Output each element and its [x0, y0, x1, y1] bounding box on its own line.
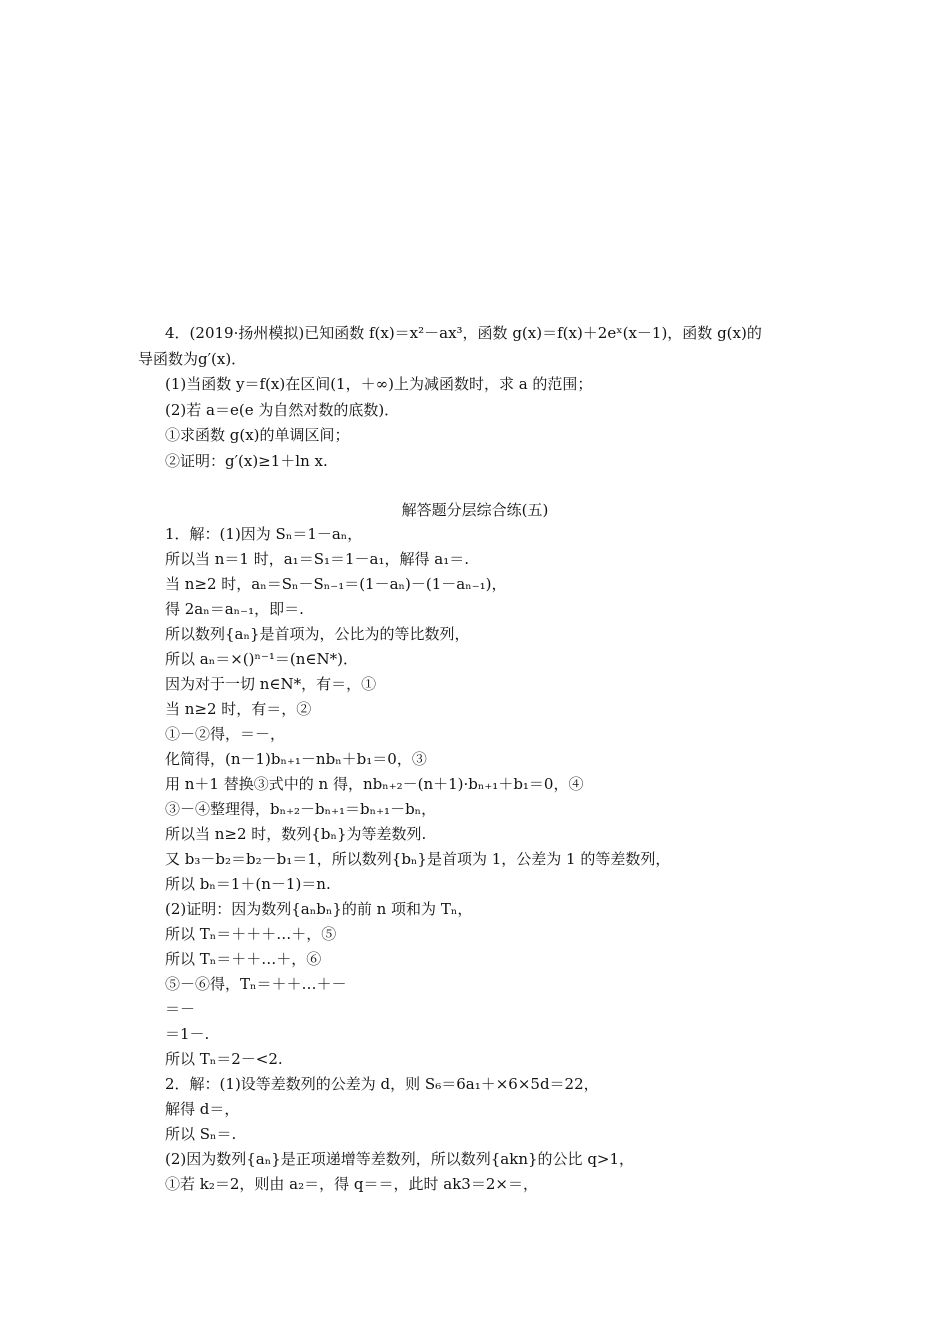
solution-line: ＝－: [165, 1000, 196, 1018]
solution-line: (2)证明：因为数列{aₙbₙ}的前 n 项和为 Tₙ，: [165, 900, 473, 918]
solution-line: 得 2aₙ＝aₙ₋₁，即＝.: [165, 600, 304, 618]
problem-line: 4．(2019·扬州模拟)已知函数 f(x)＝x²－ax³，函数 g(x)＝f(x)＋2eˣ(x－1)，函数 g(x)的: [165, 324, 762, 342]
solution-line: 所以 Sₙ＝.: [165, 1125, 237, 1143]
problem-line: ①求函数 g(x)的单调区间；: [165, 426, 350, 444]
problem-line: (1)当函数 y＝f(x)在区间(1，＋∞)上为减函数时，求 a 的范围；: [165, 375, 593, 393]
problem-line: 导函数为g′(x)．: [138, 350, 247, 368]
solution-line: 因为对于一切 n∈N*，有＝，①: [165, 675, 377, 693]
solution-line: 所以 bₙ＝1＋(n－1)＝n.: [165, 875, 331, 893]
solution-line: ⑤－⑥得，Tₙ＝＋＋…＋－: [165, 975, 347, 993]
solution-line: 化简得，(n－1)bₙ₊₁－nbₙ＋b₁＝0，③: [165, 750, 427, 768]
solution-line: 用 n＋1 替换③式中的 n 得，nbₙ₊₂－(n＋1)·bₙ₊₁＋b₁＝0，④: [165, 775, 584, 793]
solution-line: 所以 Tₙ＝＋＋…＋，⑥: [165, 950, 322, 968]
solution-line: ＝1－.: [165, 1025, 210, 1043]
solution-line: 所以 aₙ＝×()ⁿ⁻¹＝(n∈N*)．: [165, 650, 358, 668]
solution-line: 所以当 n＝1 时，a₁＝S₁＝1－a₁，解得 a₁＝.: [165, 550, 469, 568]
solution-line: 当 n≥2 时，有＝，②: [165, 700, 312, 718]
problem-line: ②证明：g′(x)≥1＋ln x.: [165, 452, 328, 470]
solution-line: 所以 Tₙ＝2－<2.: [165, 1050, 283, 1068]
solution-line: 解得 d＝，: [165, 1100, 240, 1118]
solution-line: 又 b₃－b₂＝b₂－b₁＝1，所以数列{bₙ}是首项为 1，公差为 1 的等差数列，: [165, 850, 671, 868]
section-title: 解答题分层综合练(五): [401, 501, 549, 519]
solution-line: ①若 k₂＝2，则由 a₂＝，得 q＝＝，此时 ak3＝2×＝，: [165, 1175, 538, 1193]
solution-line: ③－④整理得，bₙ₊₂－bₙ₊₁＝bₙ₊₁－bₙ，: [165, 800, 437, 818]
solution-line: 所以当 n≥2 时，数列{bₙ}为等差数列.: [165, 825, 427, 843]
solution-line: 所以数列{aₙ}是首项为，公比为的等比数列，: [165, 625, 470, 643]
solution-line: 1．解：(1)因为 Sₙ＝1－aₙ，: [165, 525, 363, 543]
problem-line: (2)若 a＝e(e 为自然对数的底数)．: [165, 401, 400, 419]
solution-line: 当 n≥2 时，aₙ＝Sₙ－Sₙ₋₁＝(1－aₙ)－(1－aₙ₋₁)，: [165, 575, 507, 593]
solution-line: ①－②得，＝－，: [165, 725, 286, 743]
solution-line: (2)因为数列{aₙ}是正项递增等差数列，所以数列{akn}的公比 q>1，: [165, 1150, 635, 1168]
solution-line: 所以 Tₙ＝＋＋＋…＋，⑤: [165, 925, 337, 943]
solution-line: 2．解：(1)设等差数列的公差为 d，则 S₆＝6a₁＋×6×5d＝22，: [165, 1075, 599, 1093]
